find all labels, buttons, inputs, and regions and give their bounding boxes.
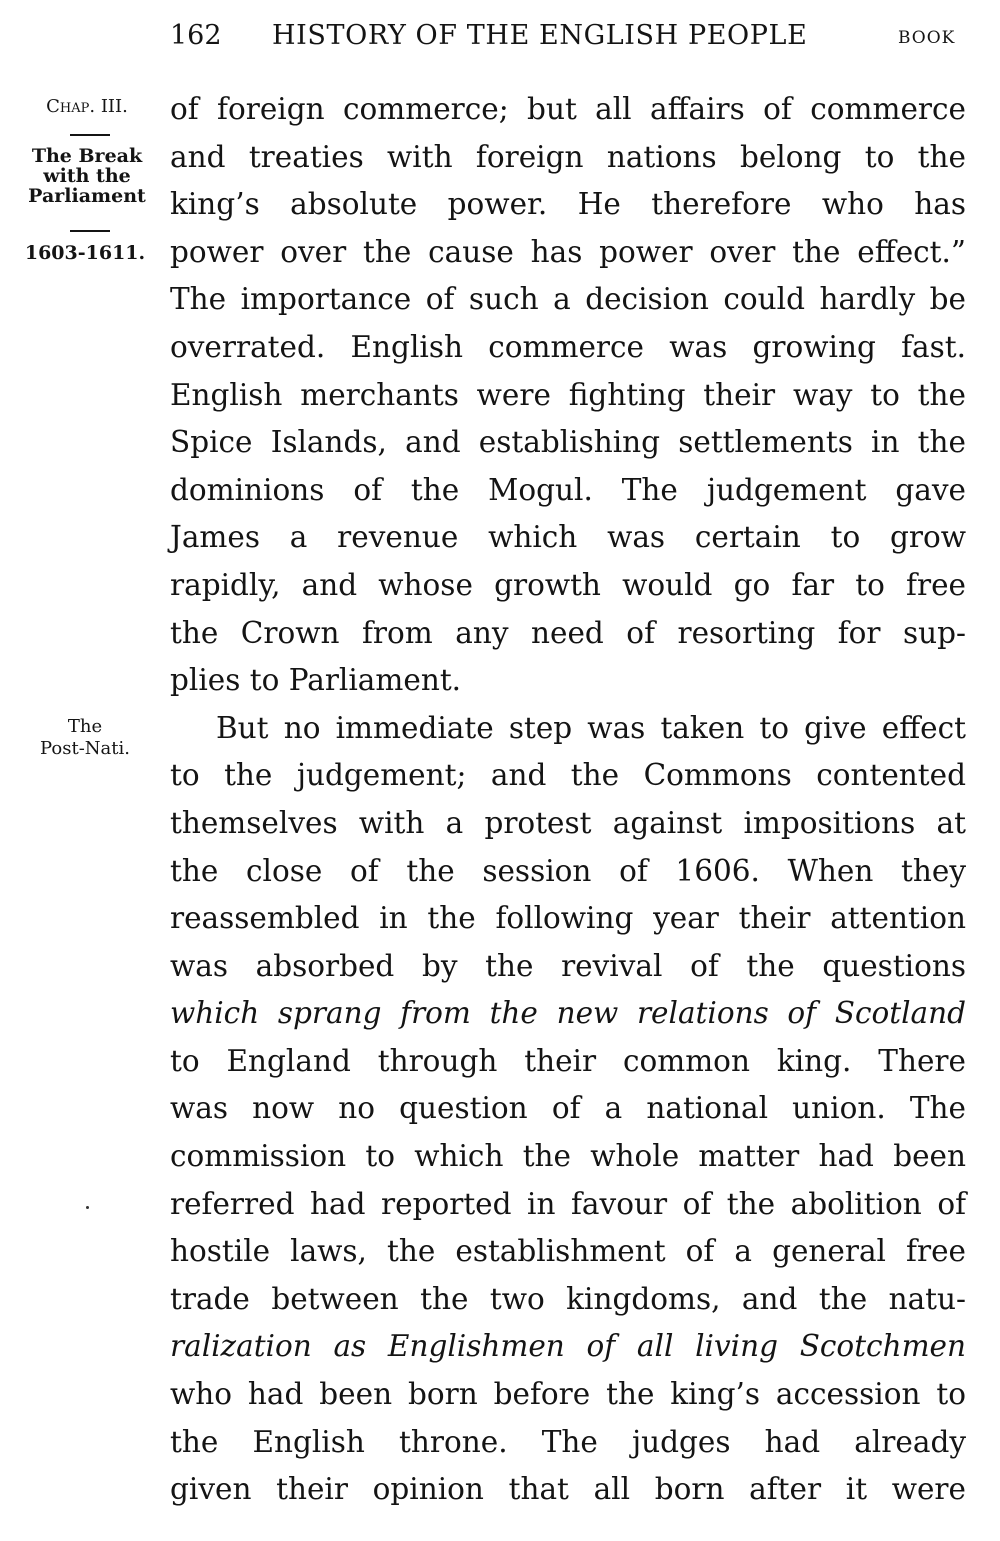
- text-line: James a revenue which was certain to grow: [170, 520, 966, 555]
- text-line: who had been born before the king’s accession to: [170, 1377, 966, 1412]
- section-title-line: The Break: [31, 145, 143, 167]
- text-line: dominions of the Mogul. The judgement gave: [170, 472, 966, 507]
- text-line: to England through their common king. There: [170, 1043, 966, 1078]
- text-line: and treaties with foreign nations belong to the: [170, 139, 966, 174]
- text-line: English merchants were fighting their way to the: [170, 377, 966, 412]
- side-note-line: Post-Nati.: [40, 738, 130, 759]
- text-line: the close of the session of 1606. When they: [170, 853, 966, 888]
- margin-rule-top: [70, 134, 110, 136]
- section-title-line: Parliament: [28, 185, 146, 207]
- text-line: reassembled in the following year their attention: [170, 901, 966, 936]
- text-line: rapidly, and whose growth would go far to free: [170, 567, 966, 602]
- text-line: of foreign commerce; but all affairs of commerce: [170, 92, 966, 126]
- side-note: [22, 716, 148, 760]
- running-title: HISTORY OF THE ENGLISH PEOPLE: [272, 20, 808, 51]
- page-number: 162: [170, 20, 222, 51]
- section-title-line: with the: [43, 165, 131, 187]
- book-label: BOOK: [898, 28, 956, 48]
- running-header: [0, 16, 1000, 60]
- text-line: Spice Islands, and establishing settlements in the: [170, 425, 966, 460]
- text-line: power over the cause has power over the effect.”: [170, 234, 966, 269]
- section-title: [12, 146, 162, 206]
- text-line: commission to which the whole matter had been: [170, 1139, 966, 1174]
- text-line: The importance of such a decision could hardly be: [170, 282, 966, 317]
- text-line: overrated. English commerce was growing fast.: [170, 329, 966, 364]
- paragraph-end-line: plies to Parliament.: [170, 663, 462, 698]
- body-text: [170, 86, 966, 1514]
- text-line: hostile laws, the establishment of a general free: [170, 1234, 966, 1269]
- text-line: was now no question of a national union. The: [170, 1091, 966, 1126]
- text-line: trade between the two kingdoms, and the natu-: [170, 1281, 966, 1316]
- text-line: referred had reported in favour of the abolition of: [170, 1186, 966, 1221]
- date-range: 1603-1611.: [24, 242, 146, 264]
- text-line: the Crown from any need of resorting for sup-: [170, 615, 966, 650]
- paragraph-first-line: But no immediate step was taken to give effect: [216, 710, 966, 745]
- ink-speck: [86, 1206, 89, 1209]
- text-line: was absorbed by the revival of the questions: [170, 948, 966, 983]
- chapter-label: Chap. III.: [46, 96, 128, 117]
- side-note-line: The: [67, 716, 103, 737]
- italic-text-line: which sprang from the new relations of Scotland: [170, 996, 966, 1031]
- text-line: the English throne. The judges had already: [170, 1424, 966, 1459]
- text-line: to the judgement; and the Commons contented: [170, 758, 966, 793]
- text-line: king’s absolute power. He therefore who has: [170, 187, 966, 222]
- italic-text-line: ralization as Englishmen of all living Scotchmen: [170, 1329, 966, 1364]
- margin-rule-bottom: [70, 230, 110, 232]
- text-line: given their opinion that all born after it were: [170, 1472, 966, 1507]
- text-line: themselves with a protest against impositions at: [170, 805, 966, 840]
